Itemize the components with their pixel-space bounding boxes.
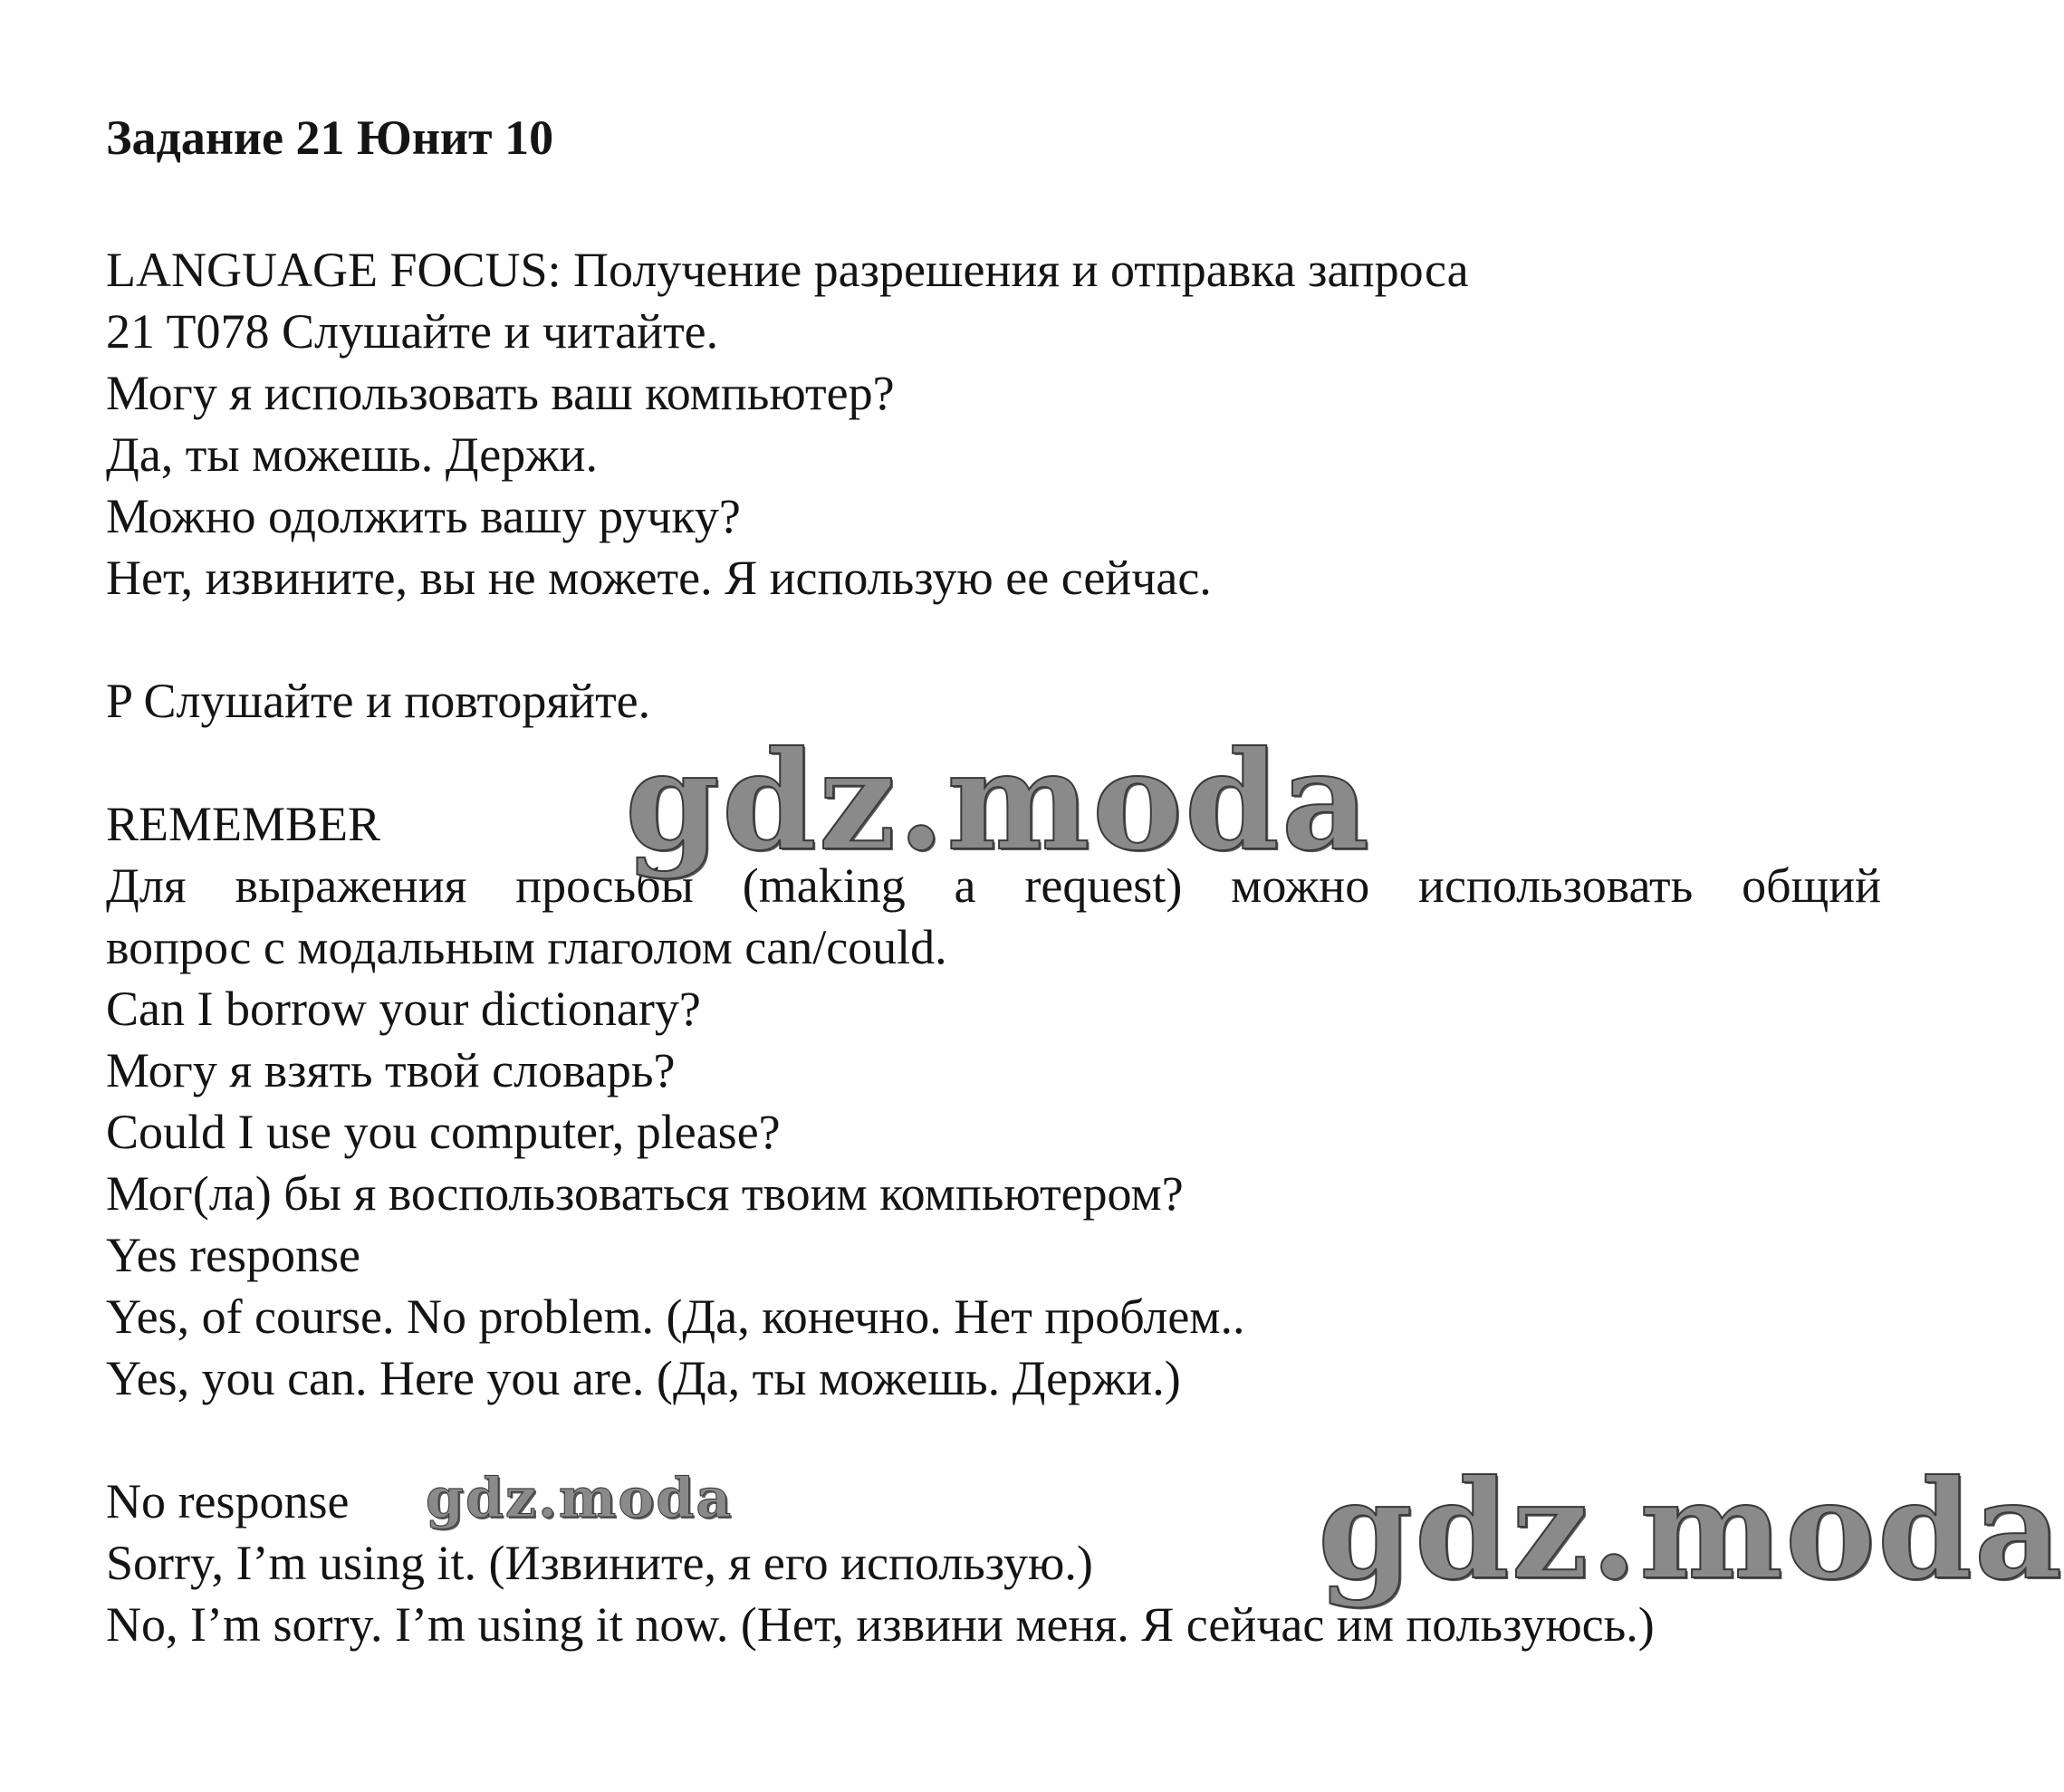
no-example-line: No, I’m sorry. I’m using it now. (Нет, извини меня. Я сейчас им пользуюсь.) — [106, 1597, 1655, 1652]
dialogue-line: Да, ты можешь. Держи. — [106, 427, 598, 482]
watermark-logo: gdz.moda — [426, 1467, 734, 1530]
no-example-line: Sorry, I’m using it. (Извините, я его использую.) — [106, 1536, 1093, 1590]
watermark-logo: gdz.moda — [625, 722, 1372, 881]
section-title: LANGUAGE FOCUS: Получение разрешения и отправка запроса — [106, 243, 1469, 297]
listen-repeat-instruction: P Слушайте и повторяйте. — [106, 674, 651, 728]
dialogue-line: Могу я использовать ваш компьютер? — [106, 366, 895, 420]
no-response-label: No response — [106, 1474, 350, 1528]
dialogue-line: Можно одолжить вашу ручку? — [106, 489, 741, 543]
remember-label: REMEMBER — [106, 797, 381, 851]
example-line: Yes, of course. No problem. (Да, конечно. Нет проблем.. — [106, 1289, 1245, 1344]
example-line: Мог(ла) бы я воспользоваться твоим компьютером? — [106, 1166, 1184, 1221]
yes-response-label: Yes response — [106, 1228, 361, 1282]
remember-text: Для выражения просьбы (making a request) можно использовать общий — [106, 858, 1881, 913]
example-line: Could I use you computer, please? — [106, 1105, 781, 1159]
remember-text: вопрос с модальным глаголом can/could. — [106, 920, 947, 974]
example-line: Yes, you can. Here you are. (Да, ты можешь. Держи.) — [106, 1351, 1181, 1405]
listen-read-instruction: 21 T078 Слушайте и читайте. — [106, 304, 719, 359]
example-line: Can I borrow your dictionary? — [106, 982, 701, 1036]
dialogue-line: Нет, извините, вы не можете. Я использую ее сейчас. — [106, 551, 1212, 605]
watermark-logo: gdz.moda — [1318, 1451, 2064, 1610]
example-line: Могу я взять твой словарь? — [106, 1043, 676, 1097]
page-heading: Задание 21 Юнит 10 — [106, 110, 554, 165]
